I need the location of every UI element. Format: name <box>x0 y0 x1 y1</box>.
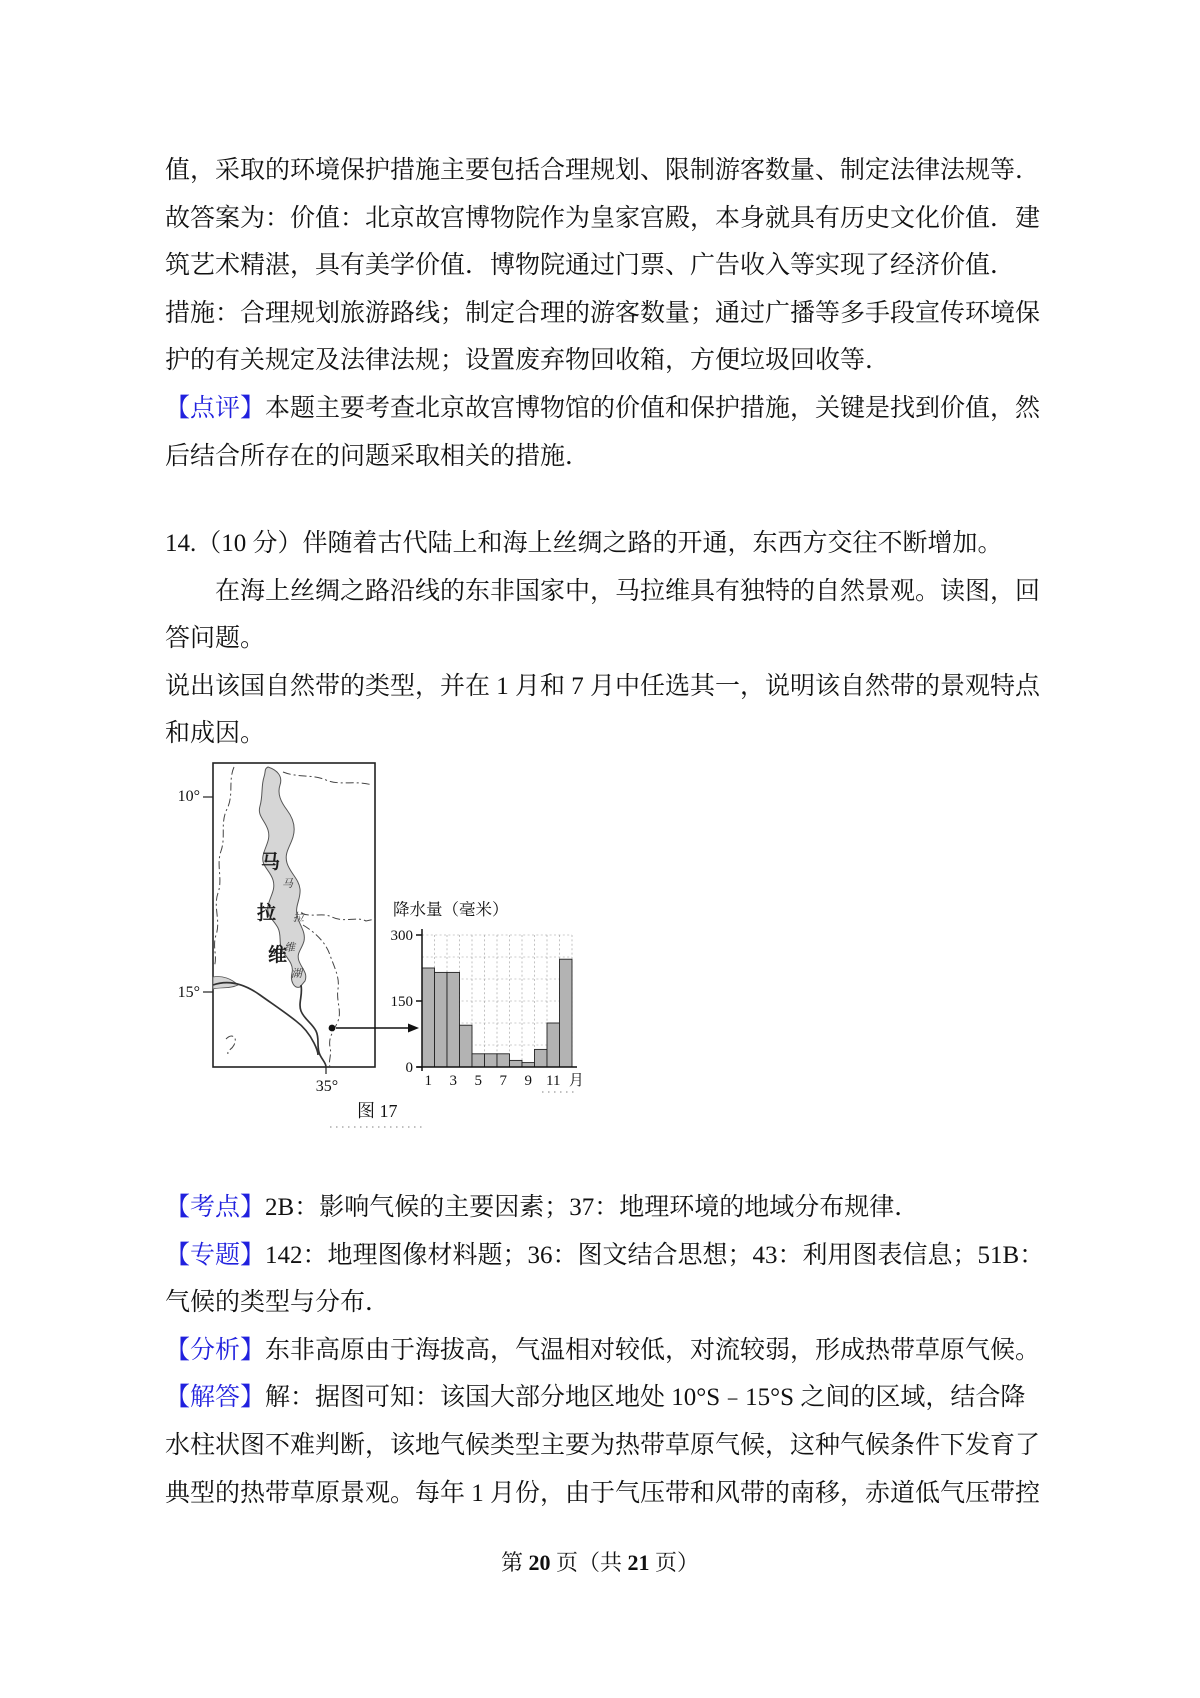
text-line <box>165 1374 1070 1422</box>
precip-bar-month-5 <box>472 1054 485 1067</box>
x-tick-label: 3 <box>449 1073 457 1089</box>
question-14-paragraph <box>165 520 1070 758</box>
precip-bar-month-1 <box>422 968 435 1067</box>
lake-name-char: 马 <box>282 878 293 890</box>
location-dot <box>329 1025 336 1032</box>
text-line: 值，采取的环境保护措施主要包括合理规划、限制游客数量、制定法律法规等． <box>165 157 1041 184</box>
jieda-text: 解：据图可知：该国大部分地区地处 10°S﹣15°S 之间的区域，结合降 <box>265 1384 1026 1412</box>
precip-bar-month-7 <box>497 1054 510 1067</box>
x-tick-label: 9 <box>524 1073 532 1089</box>
section-label-fenxi: 【分析】 <box>165 1336 266 1364</box>
text-line <box>165 1184 1070 1232</box>
country-boundary-southeast <box>303 925 339 1067</box>
footer-suffix: 页） <box>649 1550 700 1575</box>
footer-prefix: 第 <box>500 1550 529 1575</box>
y-tick-label: 300 <box>390 928 413 944</box>
section-label-dianping: 【点评】 <box>165 394 266 422</box>
text-line: 筑艺术精湛，具有美学价值．博物院通过门票、广告收入等实现了经济价值． <box>165 252 1016 280</box>
precip-bar-month-6 <box>485 1054 498 1067</box>
precip-bar-month-2 <box>435 972 448 1067</box>
lake-name-char: 维 <box>284 942 295 954</box>
footer-mid: 页（共 <box>550 1550 628 1575</box>
country-boundary-west <box>214 767 234 967</box>
footer-total-pages: 21 <box>627 1550 650 1575</box>
country-name-char: 维 <box>268 945 288 966</box>
text-line <box>165 1232 1070 1280</box>
lat-label-15: 15° <box>177 984 200 1001</box>
text-line <box>165 385 1070 433</box>
section-label-zhuanti: 【专题】 <box>165 1241 266 1269</box>
text-line: 后结合所存在的问题采取相关的措施． <box>165 442 591 470</box>
page-footer <box>0 1546 1200 1577</box>
text-line: 故答案为：价值：北京故宫博物院作为皇家宫殿，本身就具有历史文化价值．建 <box>165 204 1041 232</box>
shire-river <box>300 985 326 1067</box>
figure-17-svg <box>150 755 620 1145</box>
dianping-text: 本题主要考查北京故宫博物馆的价值和保护措施，关键是找到价值，然 <box>265 394 1041 422</box>
text-line: 气候的类型与分布． <box>165 1289 391 1317</box>
chart-title: 降水量（毫米） <box>393 900 509 919</box>
precip-bar-month-12 <box>560 959 573 1067</box>
text-line: 和成因。 <box>165 720 266 748</box>
country-name-char: 马 <box>261 852 281 873</box>
southern-solid-line <box>213 983 318 1055</box>
figure-17 <box>150 755 620 1145</box>
x-tick-label: 5 <box>474 1073 482 1089</box>
precip-bar-month-4 <box>460 1025 473 1067</box>
text-line: 答问题。 <box>165 625 266 653</box>
x-tick-label: 7 <box>499 1073 507 1089</box>
precip-bar-month-10 <box>535 1049 548 1067</box>
footer-page-number: 20 <box>528 1550 551 1575</box>
answer-sections <box>165 1184 1070 1517</box>
text-line: 典型的热带草原景观。每年 1 月份，由于气压带和风带的南移，赤道低气压带控 <box>165 1479 1041 1507</box>
lat-label-10: 10° <box>177 788 200 805</box>
lake-name-char: 湖 <box>291 968 302 980</box>
fenxi-text: 东非高原由于海拔高，气温相对较低，对流较弱，形成热带草原气候。 <box>265 1336 1041 1364</box>
country-boundary-northeast <box>283 772 372 785</box>
precip-bar-month-3 <box>447 972 460 1067</box>
text-line <box>165 1327 1070 1375</box>
previous-answer-paragraph <box>165 147 1070 480</box>
x-tick-label: 1 <box>424 1073 432 1089</box>
figure-caption: 图 17 <box>357 1101 398 1121</box>
precip-bar-month-8 <box>510 1060 523 1067</box>
text-line: 在海上丝绸之路沿线的东非国家中，马拉维具有独特的自然景观。读图，回 <box>215 577 1041 605</box>
precipitation-chart <box>391 928 584 1089</box>
country-name-char: 拉 <box>257 903 277 924</box>
kaodian-text: 2B：影响气候的主要因素；37：地理环境的地域分布规律． <box>265 1194 920 1221</box>
lake-name-char: 拉 <box>293 912 304 924</box>
boundary-squiggle-southwest <box>226 1036 235 1055</box>
y-tick-label: 150 <box>390 994 413 1010</box>
pointer-arrowhead <box>408 1024 419 1033</box>
section-label-kaodian: 【考点】 <box>165 1194 266 1221</box>
text-line: 14.（10 分）伴随着古代陆上和海上丝绸之路的开通，东西方交往不断增加。 <box>165 530 1003 557</box>
lon-label-35: 35° <box>315 1078 339 1095</box>
text-line: 措施：合理规划旅游路线；制定合理的游客数量；通过广播等多手段宣传环境保 <box>165 299 1041 327</box>
country-boundary-east <box>301 913 375 921</box>
x-unit-label: 月 <box>568 1073 584 1089</box>
text-line: 护的有关规定及法律法规；设置废弃物回收箱，方便垃圾回收等． <box>165 347 891 375</box>
text-line: 水柱状图不难判断，该地气候类型主要为热带草原气候，这种气候条件下发育了 <box>165 1431 1041 1459</box>
precip-bar-month-11 <box>547 1023 560 1067</box>
text-line: 说出该国自然带的类型，并在 1 月和 7 月中任选其一，说明该自然带的景观特点 <box>165 672 1041 700</box>
x-tick-label: 11 <box>546 1073 561 1089</box>
y-tick-label: 0 <box>405 1060 413 1076</box>
section-label-jieda: 【解答】 <box>165 1384 266 1412</box>
zhuanti-text: 142：地理图像材料题；36：图文结合思想；43：利用图表信息；51B： <box>265 1241 1045 1269</box>
